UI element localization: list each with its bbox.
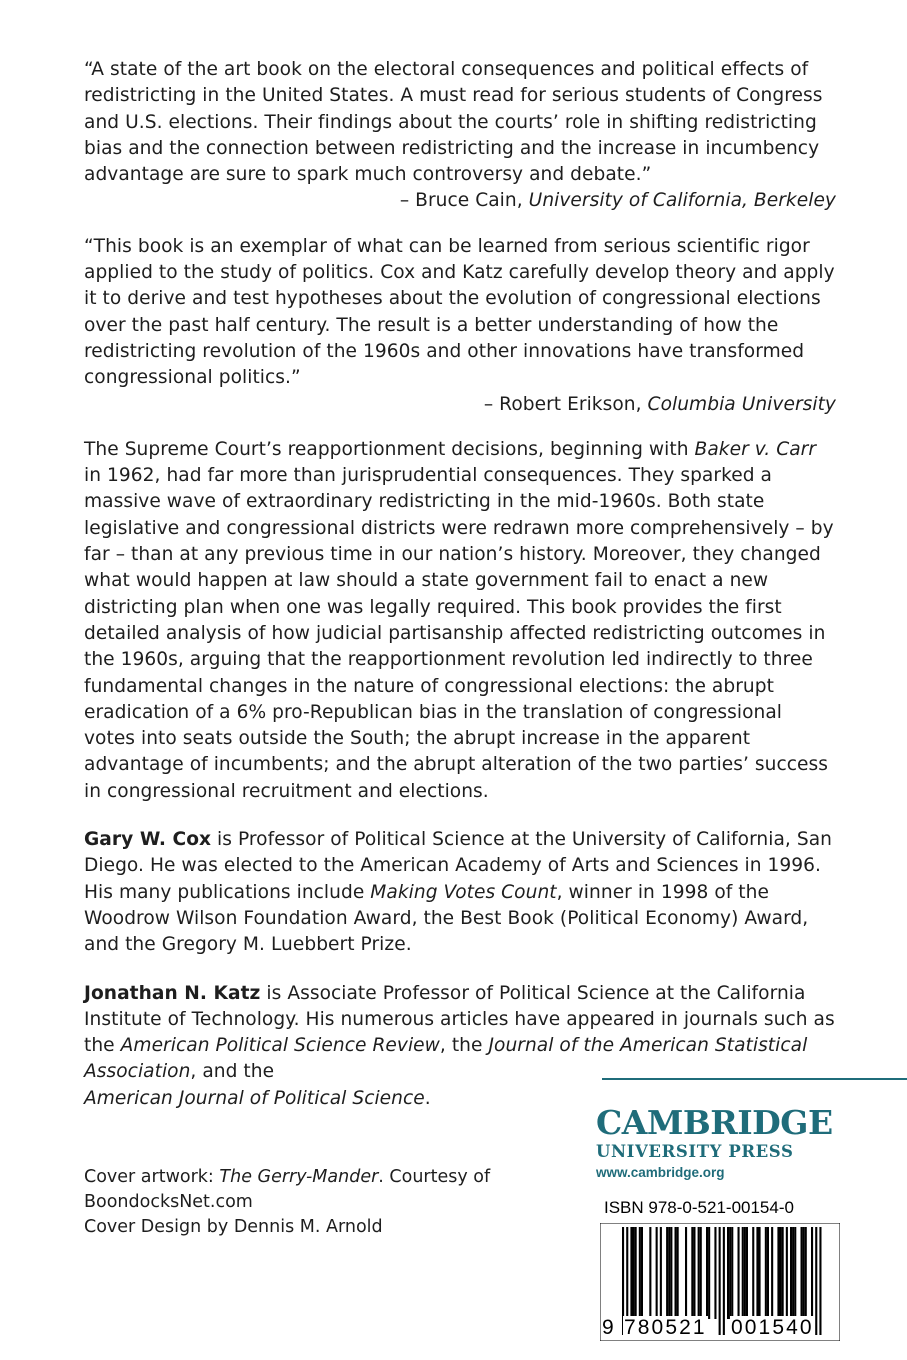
barcode-bar <box>742 1227 744 1319</box>
bio-text: is Associate Professor of Political Science at the California Institute of Technology. His numerous articles have appeared in journals such as the <box>84 982 835 1057</box>
barcode-bar <box>731 1227 733 1319</box>
ean-first-digit: 9 <box>602 1316 614 1339</box>
barcode-bar <box>675 1227 677 1319</box>
isbn-label: ISBN 978-0-521-00154-0 <box>604 1198 794 1217</box>
barcode-bar <box>777 1227 779 1319</box>
barcode-bar <box>641 1227 643 1319</box>
barcode-bar <box>633 1227 635 1319</box>
author-bio-katz <box>84 981 836 1112</box>
attribution-author: – Robert Erikson, <box>483 393 642 415</box>
barcode-bar <box>759 1227 761 1319</box>
artwork-title: The Gerry-Mander <box>219 1167 379 1187</box>
cover-design-credit: Cover Design by Dennis M. Arnold <box>84 1217 383 1237</box>
barcode-bar <box>780 1227 782 1319</box>
quote-text: “This book is an exemplar of what can be learned from serious scientific rigor applied to the study of politics. Cox and Katz carefully develop theory and apply it to derive and test hypotheses about the evolution of congressional elections over the past half century. The result is a better understanding of how the redistricting revolution of the 1960s and other innovations have transformed congressional politics.” <box>84 235 835 389</box>
barcode-bar <box>666 1227 668 1319</box>
barcode-bar <box>668 1227 670 1319</box>
barcode-bar <box>803 1227 805 1319</box>
barcode-bar <box>811 1227 813 1319</box>
barcode-bar <box>630 1227 632 1319</box>
barcode-bar <box>767 1227 769 1319</box>
barcode-bar <box>670 1227 672 1319</box>
endorsement-quote-erikson <box>84 234 836 418</box>
bio-journal-title: Journal of the American Statistical Association <box>84 1035 808 1083</box>
ean-left-digits: 780521 <box>624 1316 707 1339</box>
barcode-bar <box>691 1227 693 1319</box>
publisher-press: UNIVERSITY PRESS <box>596 1142 794 1161</box>
barcode-bar <box>782 1227 784 1319</box>
description-body: in 1962, had far more than jurisprudential consequences. They sparked a massive wave of extraordinary redistricting in the mid-1960s. Both state legislative and congressional districts were redrawn more comprehensively – by far – than at any previous time in our nation’s history. Moreover, they changed what would happen at law should a state government fail to enact a new districting plan when one was legally required. This book provides the first detailed analysis of how judicial partisanship affected redistricting outcomes in the 1960s, arguing that the reapportionment revolution led indirectly to three fundamental changes in the nature of congressional elections: the abrupt eradication of a 6% pro-Republican bias in the translation of congressional votes into seats outside the South; the abrupt increase in the apparent advantage of incumbents; and the abrupt alteration of the two parties’ success in congressional recruitment and elections. <box>84 465 834 802</box>
barcode-bar <box>656 1227 658 1319</box>
cover-credits <box>84 1165 564 1240</box>
bio-text: is Professor of Political Science at the University of California, San Diego. He was elected to the American Academy of Arts and Sciences in 1996. His many publications include <box>84 829 832 903</box>
attribution-affiliation: Columbia University <box>647 393 836 415</box>
barcode-bar <box>771 1227 773 1319</box>
publisher-name: CAMBRIDGE <box>596 1103 833 1142</box>
barcode-digits <box>600 1314 840 1340</box>
barcode-bar <box>729 1227 731 1319</box>
barcode-bar <box>746 1227 748 1319</box>
barcode-bar <box>639 1227 641 1319</box>
author-name: Gary W. Cox <box>84 829 212 851</box>
quote-text: “A state of the art book on the electoral consequences and political effects of redistricting in the United States. A must read for serious students of Congress and U.S. elections. Their findings about the courts’ role in shifting redistricting bias and the connection between redistricting and the increase in incumbency advantage are sure to spark much controversy and debate.” <box>84 59 823 186</box>
bio-book-title: Making Votes Count <box>370 881 557 903</box>
bio-text: , the <box>439 1035 483 1057</box>
author-bio-cox <box>84 827 836 958</box>
barcode-bar <box>693 1227 695 1319</box>
bio-journal-title: American Political Science Review <box>120 1035 440 1057</box>
barcode-bar <box>727 1227 729 1319</box>
barcode-bar <box>698 1227 700 1319</box>
description-lead: The Supreme Court’s reapportionment decisions, beginning with <box>84 438 689 460</box>
bio-journal-title: American Journal of Political Science <box>84 1087 425 1109</box>
book-description <box>84 437 836 805</box>
barcode-bar <box>790 1227 792 1319</box>
barcode-bar <box>677 1227 679 1319</box>
barcode-bar <box>714 1227 716 1319</box>
artwork-courtesy: . Courtesy of BoondocksNet.com <box>84 1167 491 1212</box>
barcode-bar <box>765 1227 767 1319</box>
author-name: Jonathan N. Katz <box>84 982 261 1004</box>
barcode-bar <box>738 1227 740 1319</box>
barcode-bar <box>752 1227 754 1319</box>
quote-attribution <box>84 392 836 418</box>
attribution-affiliation: University of California, Berkeley <box>528 190 836 212</box>
barcode-bar <box>786 1227 788 1319</box>
barcode-bar <box>660 1227 662 1319</box>
barcode-bar <box>756 1227 758 1319</box>
publisher-url: www.cambridge.org <box>596 1165 725 1180</box>
description-case-name: Baker v. Carr <box>694 438 817 460</box>
barcode-bar <box>744 1227 746 1319</box>
barcode-bar <box>635 1227 637 1319</box>
cover-text-column <box>84 57 836 1134</box>
bio-text: , and the <box>190 1061 275 1083</box>
publisher-divider <box>602 1078 907 1080</box>
artwork-label: Cover artwork: <box>84 1167 214 1187</box>
barcode-bar <box>708 1227 710 1319</box>
barcode-bar <box>706 1227 708 1319</box>
barcode-bar <box>805 1227 807 1319</box>
ean-right-digits: 001540 <box>731 1316 814 1339</box>
barcode-bar <box>792 1227 794 1319</box>
publisher-logo <box>596 1104 896 1183</box>
endorsement-quote-cain <box>84 57 836 215</box>
bio-text: . <box>424 1087 431 1109</box>
barcode-bar <box>700 1227 702 1319</box>
bio-text: , winner in 1998 of the Woodrow Wilson Foundation Award, the Best Book (Political Economy) Award, and the Gregory M. Luebbert Prize. <box>84 881 809 956</box>
barcode-bar <box>801 1227 803 1319</box>
quote-attribution <box>84 188 836 214</box>
barcode-bar <box>685 1227 687 1319</box>
barcode-bar <box>794 1227 796 1319</box>
barcode-bar <box>649 1227 651 1319</box>
attribution-author: – Bruce Cain, <box>399 190 523 212</box>
